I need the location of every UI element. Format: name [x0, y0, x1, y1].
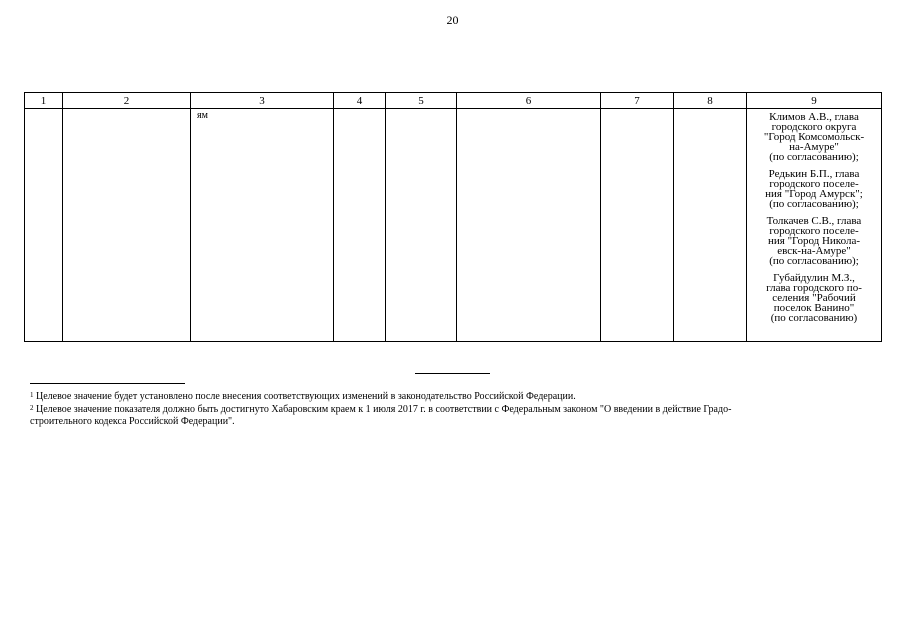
entry-line: Климов А.В., глава — [769, 111, 859, 123]
footnote-divider — [30, 383, 185, 384]
footnote-text-continued: строительного кодекса Российской Федерации". — [30, 416, 235, 427]
footnote-mark: 1 — [30, 391, 34, 399]
entry-line: глава городского по- — [766, 282, 862, 294]
column-header-4: 4 — [334, 93, 386, 109]
footnote-text: Целевое значение будет установлено после внесения соответствующих изменений в законодательство Российской Федерации. — [36, 391, 576, 402]
entry-line: поселок Ванино" — [773, 302, 855, 314]
entry-line: евск-на-Амуре" — [777, 245, 851, 257]
entry-line: Редькин Б.П., глава — [768, 168, 860, 180]
entry-line: на-Амуре" — [789, 141, 839, 153]
entry-line: городского округа — [771, 121, 857, 133]
footnote-1 — [30, 391, 880, 403]
cell-col-5 — [386, 109, 457, 342]
footnote-text: Целевое значение показателя должно быть достигнуто Хабаровским краем к 1 июля 2017 г. в соответствии с Федеральным законом "О введении в действие Градо- — [36, 404, 732, 415]
entry-line: ния "Город Амурск"; — [765, 188, 863, 200]
entry-line: (по согласованию); — [769, 151, 859, 163]
entry-line: Толкачев С.В., глава — [766, 215, 862, 227]
footnote-2 — [30, 404, 880, 428]
entry-line: Губайдулин М.З., — [773, 272, 855, 284]
responsible-person-entry — [750, 216, 878, 266]
header-row — [25, 93, 882, 109]
column-header-6: 6 — [457, 93, 601, 109]
cell-col-2 — [63, 109, 191, 342]
entry-line: (по согласованию); — [769, 255, 859, 267]
cell-col-9 — [747, 109, 882, 342]
column-header-7: 7 — [601, 93, 674, 109]
column-header-8: 8 — [674, 93, 747, 109]
responsible-person-entry — [750, 273, 878, 323]
entry-line: "Город Комсомольск- — [763, 131, 865, 143]
responsible-person-entry — [750, 169, 878, 209]
cell-col-8 — [674, 109, 747, 342]
entry-line: городского поселе- — [769, 225, 859, 237]
column-header-2: 2 — [63, 93, 191, 109]
entry-line: ния "Город Никола- — [767, 235, 860, 247]
footnotes — [30, 391, 880, 429]
entry-line: (по согласованию); — [769, 198, 859, 210]
responsible-person-entry — [750, 112, 878, 162]
entry-line: селения "Рабочий — [772, 292, 856, 304]
entry-line: городского поселе- — [769, 178, 859, 190]
cell-col-7 — [601, 109, 674, 342]
cell-col-6 — [457, 109, 601, 342]
cell-col-4 — [334, 109, 386, 342]
cell-col-3-text: ям — [197, 110, 208, 121]
cell-col-3 — [191, 109, 334, 342]
table-row — [25, 109, 882, 342]
responsible-persons-list — [747, 109, 881, 323]
column-header-3: 3 — [191, 93, 334, 109]
page-number: 20 — [446, 13, 459, 27]
column-header-9: 9 — [747, 93, 882, 109]
cell-col-1 — [25, 109, 63, 342]
column-header-1: 1 — [25, 93, 63, 109]
end-divider — [415, 373, 490, 374]
entry-line: (по согласованию) — [770, 312, 858, 324]
footnote-mark: 2 — [30, 404, 34, 412]
events-table — [24, 92, 882, 342]
column-header-5: 5 — [386, 93, 457, 109]
